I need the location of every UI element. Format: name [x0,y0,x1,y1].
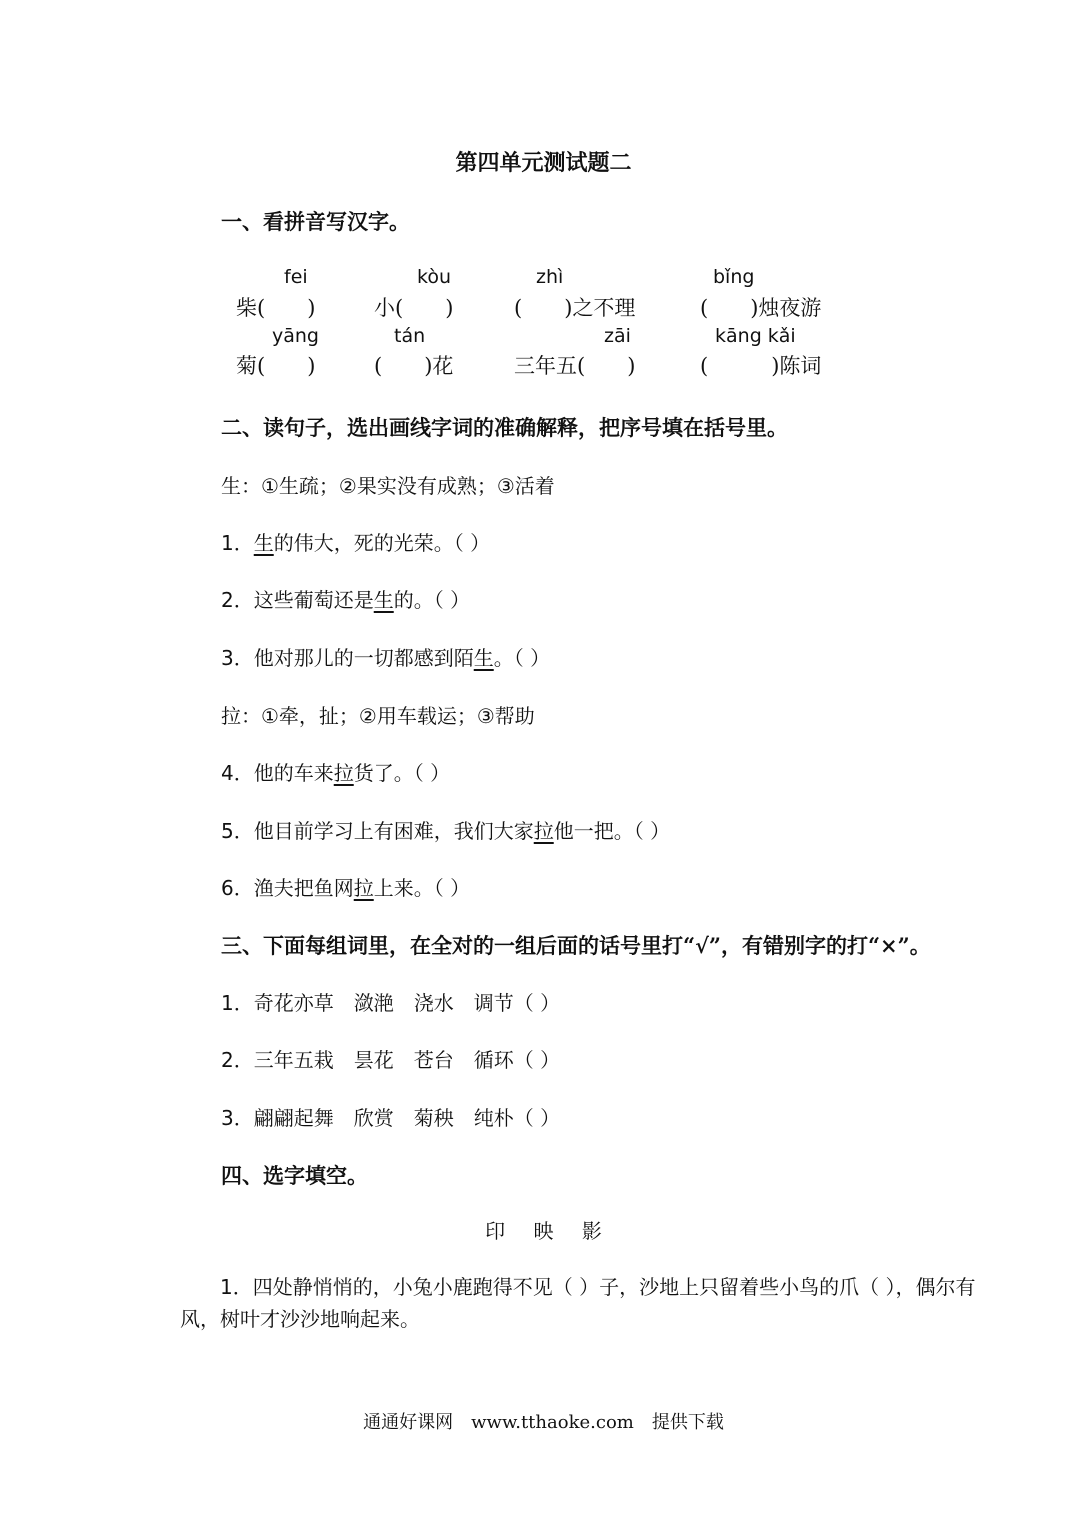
pinyin-5: yāng [272,325,319,347]
character-choices: 印 映 影 [485,1219,602,1243]
question-item: 3．他对那儿的一切都感到陌生。（ ） [221,646,551,670]
question-item: 1．生的伟大，死的光荣。（ ） [221,531,491,555]
pinyin-4: bǐng [713,266,755,288]
pinyin-1: fei [284,266,308,288]
section-2-heading: 二、读句子，选出画线字词的准确解释，把序号填在括号里。 [221,415,788,440]
section-3-heading: 三、下面每组词里，在全对的一组后面的话号里打“√”，有错别字的打“×”。 [221,933,931,958]
pinyin-6: tán [394,325,426,347]
word-group-item: 2．三年五栽 昙花 苍台 循环（ ） [221,1048,561,1072]
blank-cell-7: 三年五( ) [514,354,636,378]
question-item: 6．渔夫把鱼网拉上来。（ ） [221,876,471,900]
section-4-heading: 四、选字填空。 [221,1163,368,1188]
blank-cell-3: ( )之不理 [514,296,636,320]
pinyin-7: zāi [604,325,631,347]
definition-sheng: 生：①生疏；②果实没有成熟；③活着 [221,474,555,498]
definition-la: 拉：①牵，扯；②用车载运；③帮助 [221,704,535,728]
blank-cell-6: ( )花 [374,354,454,378]
word-group-item: 1．奇花亦草 潋滟 浇水 调节（ ） [221,991,561,1015]
word-group-item: 3．翩翩起舞 欣赏 菊秧 纯朴（ ） [221,1106,561,1130]
section-1-heading: 一、看拼音写汉字。 [221,209,410,234]
pinyin-8: kāng kǎi [715,325,796,347]
question-item: 4．他的车来拉货了。（ ） [221,761,451,785]
question-item: 5．他目前学习上有困难，我们大家拉他一把。（ ） [221,819,671,843]
blank-cell-4: ( )烛夜游 [700,296,822,320]
fill-in-paragraph: 1．四处静悄悄的，小兔小鹿跑得不见（ ）子，沙地上只留着些小鸟的爪（ ），偶尔有风，树叶才沙沙地响起来。 [180,1275,976,1331]
blank-cell-1: 柴( ) [236,296,316,320]
page-title: 第四单元测试题二 [455,150,632,176]
question-item: 2．这些葡萄还是生的。（ ） [221,588,471,612]
blank-cell-2: 小( ) [374,296,454,320]
blank-cell-5: 菊( ) [236,354,316,378]
blank-cell-8: ( )陈词 [700,354,822,378]
footer-credit: 通通好课网 www.tthaoke.com 提供下载 [363,1412,724,1433]
pinyin-3: zhì [536,266,564,288]
pinyin-2: kòu [417,266,451,288]
